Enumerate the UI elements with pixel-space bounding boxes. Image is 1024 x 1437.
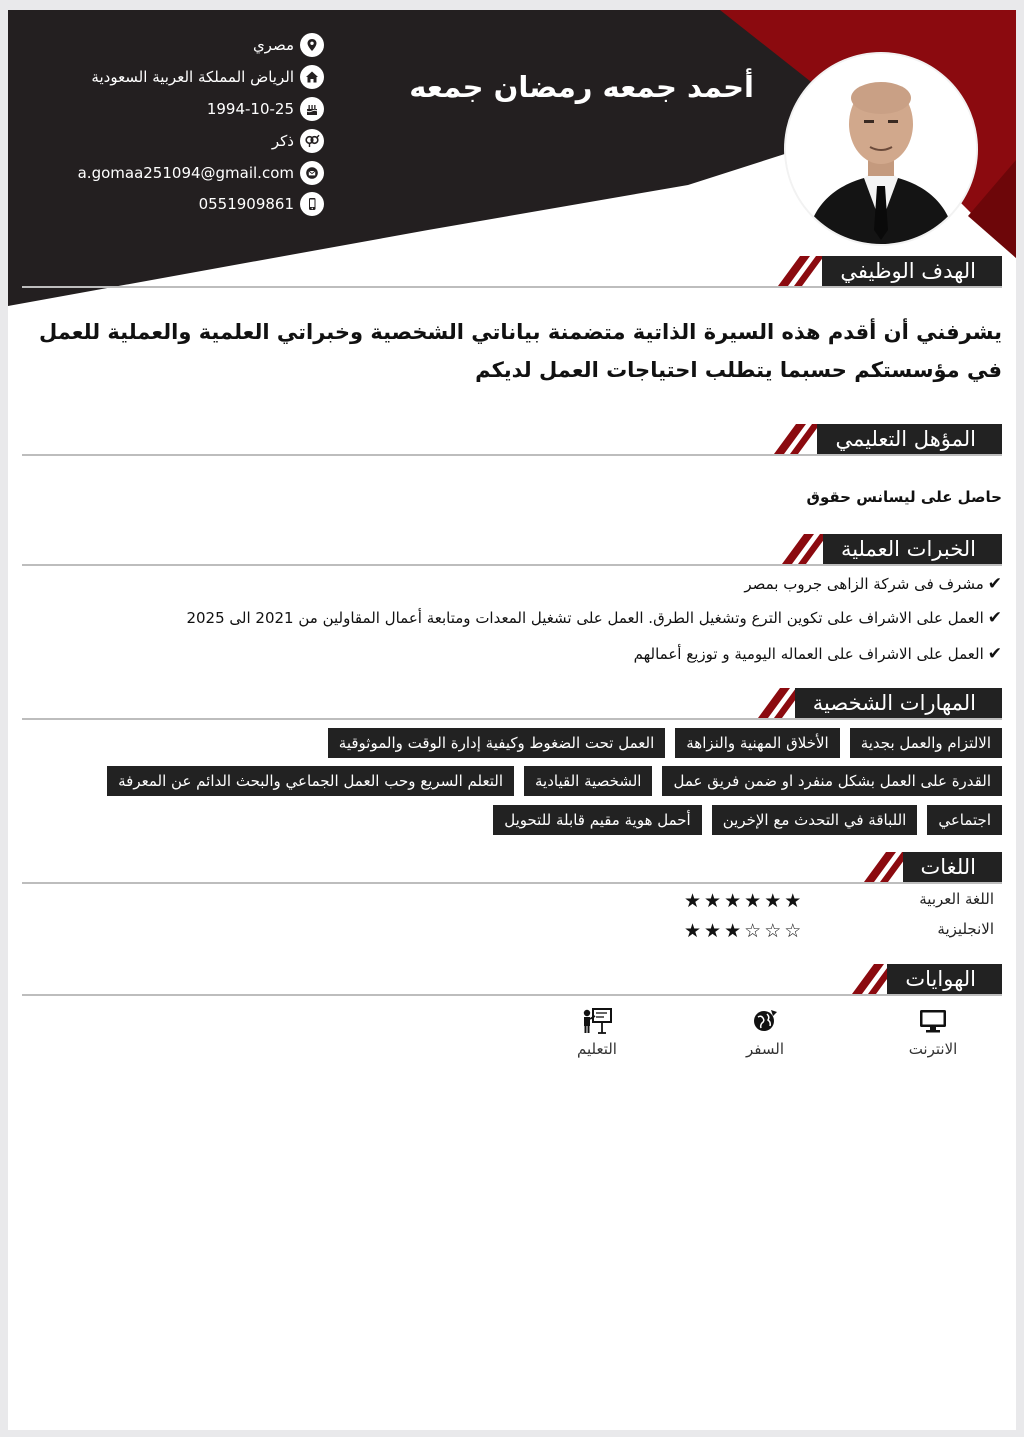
- language-row: [8, 920, 1016, 946]
- section-title: المؤهل التعليمي: [817, 424, 1002, 454]
- star-filled-icon: ★: [724, 920, 742, 942]
- skill-chip: اجتماعي: [927, 805, 1002, 835]
- hobby-label: التعليم: [577, 1040, 617, 1058]
- hobby-item: [552, 1006, 642, 1058]
- email-icon: [300, 161, 324, 185]
- education-degree: حاصل على ليسانس حقوق: [806, 488, 1002, 506]
- hobby-label: السفر: [746, 1040, 784, 1058]
- contact-item: [253, 32, 324, 58]
- star-filled-icon: ★: [784, 890, 802, 912]
- skills-row: [22, 805, 1002, 835]
- language-name: الانجليزية: [937, 920, 994, 938]
- skill-chip: العمل تحت الضغوط وكيفية إدارة الوقت والموثوقية: [328, 728, 665, 758]
- experience-text: مشرف فى شركة الزاهى جروب بمصر: [744, 575, 984, 593]
- section-hobbies: [22, 964, 1002, 996]
- section-title: المهارات الشخصية: [795, 688, 1002, 718]
- star-filled-icon: ★: [744, 890, 762, 912]
- section-title: الهوايات: [887, 964, 1002, 994]
- star-filled-icon: ★: [704, 890, 722, 912]
- section-education: [22, 424, 1002, 456]
- star-empty-icon: ☆: [784, 920, 802, 942]
- contact-item: [207, 96, 324, 122]
- location-pin-icon: [300, 33, 324, 57]
- language-row: [8, 890, 1016, 916]
- contact-item: [91, 64, 324, 90]
- experience-text: العمل على الاشراف على العماله اليومية و توزيع أعمالهم: [633, 645, 984, 663]
- section-decoration: [764, 256, 824, 286]
- skill-chip: الالتزام والعمل بجدية: [850, 728, 1002, 758]
- star-empty-icon: ☆: [764, 920, 782, 942]
- language-rating: [684, 920, 801, 942]
- resume-page: [8, 10, 1016, 1430]
- section-experience: [22, 534, 1002, 566]
- hobby-label: الانترنت: [908, 1040, 958, 1058]
- contact-text: a.gomaa251094@gmail.com: [77, 164, 294, 182]
- skill-chip: الأخلاق المهنية والنزاهة: [675, 728, 839, 758]
- experience-item: [634, 644, 1002, 664]
- checkmark-icon: ✔: [987, 644, 1002, 664]
- contact-item: [272, 128, 324, 154]
- skill-chip: اللباقة في التحدث مع الإخرين: [712, 805, 918, 835]
- skill-chip: الشخصية القيادية: [524, 766, 652, 796]
- contact-text: 1994-10-25: [206, 100, 294, 118]
- mobile-phone-icon: [300, 192, 324, 216]
- full-name: أحمد جمعه رمضان جمعه: [409, 70, 754, 104]
- contact-text: 0551909861: [198, 195, 294, 213]
- gender-icon: [300, 129, 324, 153]
- experience-item: [744, 574, 1002, 594]
- skill-chip: أحمل هوية مقيم قابلة للتحويل: [493, 805, 702, 835]
- section-languages: [22, 852, 1002, 884]
- contact-text: الرياض المملكة العربية السعودية: [91, 68, 294, 86]
- home-icon: [300, 65, 324, 89]
- language-rating: [684, 890, 801, 912]
- birthday-cake-icon: [300, 97, 324, 121]
- checkmark-icon: ✔: [987, 574, 1002, 594]
- hobby-item: [888, 1006, 978, 1058]
- contact-text: ذكر: [271, 132, 294, 150]
- section-decoration: [760, 424, 820, 454]
- star-filled-icon: ★: [724, 890, 742, 912]
- contact-item: [199, 191, 324, 217]
- section-title: اللغات: [903, 852, 1002, 882]
- skill-chip: التعلم السريع وحب العمل الجماعي والبحث الدائم عن المعرفة: [107, 766, 514, 796]
- section-skills: [22, 688, 1002, 720]
- star-empty-icon: ☆: [744, 920, 762, 942]
- teaching-icon: [552, 1006, 642, 1036]
- hobby-item: [720, 1006, 810, 1058]
- star-filled-icon: ★: [684, 920, 702, 942]
- section-title: الخبرات العملية: [823, 534, 1002, 564]
- star-filled-icon: ★: [764, 890, 782, 912]
- contact-item: [78, 160, 324, 186]
- star-filled-icon: ★: [684, 890, 702, 912]
- checkmark-icon: ✔: [987, 608, 1002, 628]
- skills-row: [22, 728, 1002, 758]
- profile-photo: [786, 54, 976, 244]
- section-decoration: [768, 534, 828, 564]
- experience-text: العمل على الاشراف على تكوين الترع وتشغيل الطرق. العمل على تشغيل المعدات ومتابعة أعمال المقاولين من 2021 الى 2025: [186, 609, 984, 627]
- language-name: اللغة العربية: [919, 890, 994, 908]
- computer-monitor-icon: [888, 1006, 978, 1036]
- section-title: الهدف الوظيفي: [822, 256, 1002, 286]
- experience-item: [186, 608, 1002, 628]
- globe-travel-icon: [720, 1006, 810, 1036]
- star-filled-icon: ★: [704, 920, 722, 942]
- objective-text: يشرفني أن أقدم هذه السيرة الذاتية متضمنة بياناتي الشخصية وخبراتي العلمية والعملية للعمل في مؤسستكم حسبما يتطلب احتياجات العمل لديكم: [38, 320, 1002, 382]
- contact-text: مصري: [252, 36, 294, 54]
- skill-chip: القدرة على العمل بشكل منفرد او ضمن فريق عمل: [662, 766, 1002, 796]
- skills-row: [22, 766, 1002, 796]
- section-decoration: [850, 852, 910, 882]
- section-objective: [22, 256, 1002, 288]
